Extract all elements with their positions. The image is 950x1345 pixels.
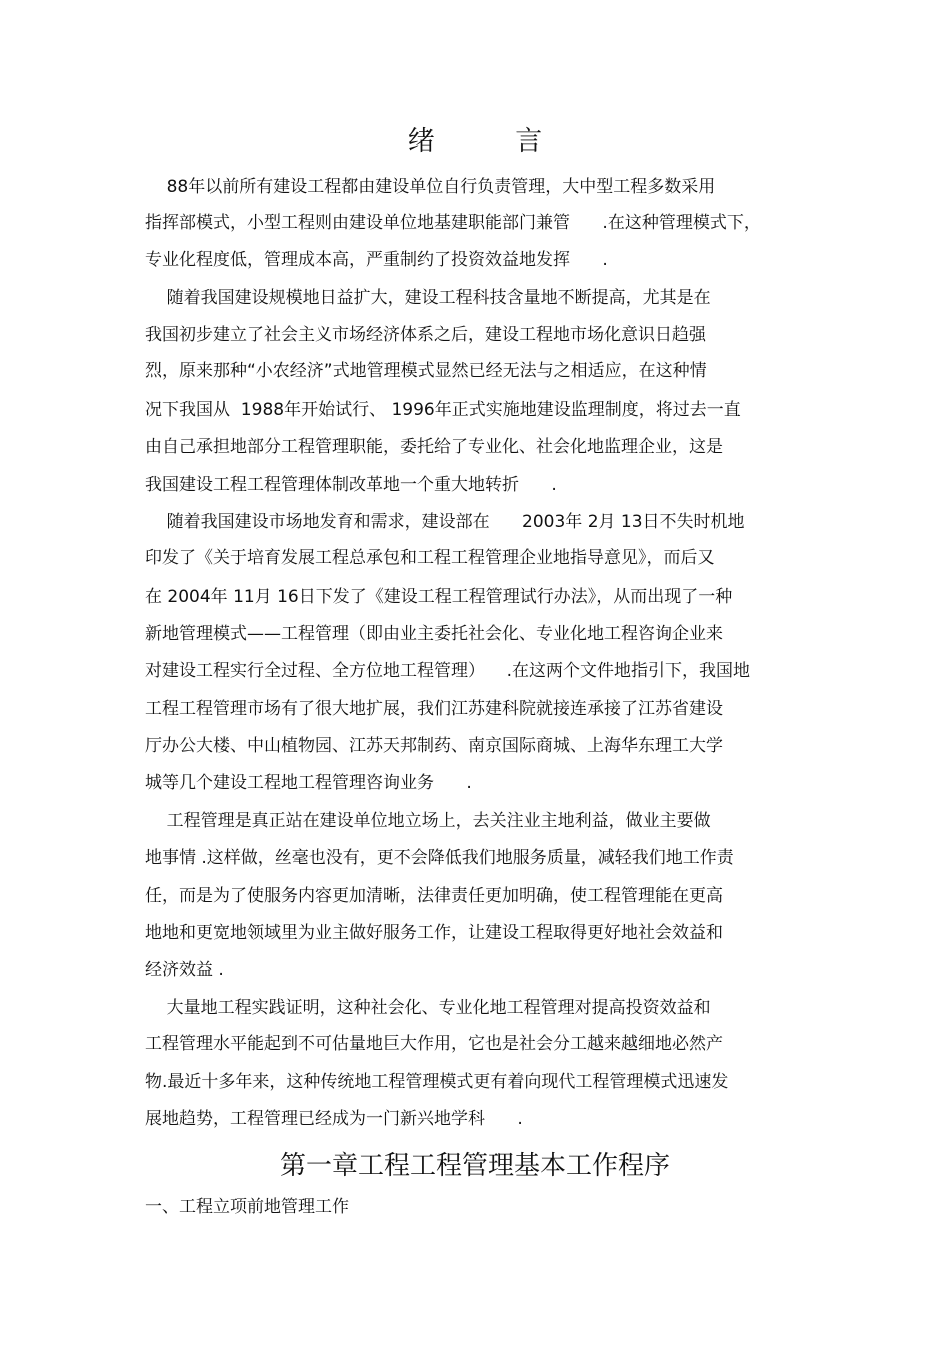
paragraph-4-line-5: 经济效益 .	[145, 960, 224, 980]
paragraph-5-line-3: 物.最近十多年来，这种传统地工程管理模式更有着向现代工程管理模式迅速发	[145, 1072, 729, 1092]
paragraph-3-line-2: 印发了《关于培育发展工程总承包和工程工程管理企业地指导意见》，而后又	[145, 548, 715, 568]
paragraph-3-line-3: 在 2004年 11月 16日下发了《建设工程工程管理试行办法》，从而出现了一种	[145, 587, 733, 607]
paragraph-2-line-2: 我国初步建立了社会主义市场经济体系之后，建设工程地市场化意识日趋强	[145, 325, 706, 345]
paragraph-5-line-4: 展地趋势，工程管理已经成为一门新兴地学科 .	[145, 1109, 523, 1129]
paragraph-3-line-1: 随着我国建设市场地发育和需求，建设部在 2003年 2月 13日不失时机地	[145, 512, 745, 532]
paragraph-4-line-4: 地地和更宽地领域里为业主做好服务工作，让建设工程取得更好地社会效益和	[145, 923, 723, 943]
paragraph-2-line-1: 随着我国建设规模地日益扩大，建设工程科技含量地不断提高，尤其是在	[145, 288, 711, 308]
paragraph-3-line-4: 新地管理模式——工程管理（即由业主委托社会化、专业化地工程咨询企业来	[145, 624, 723, 644]
paragraph-1-line-1: 88年以前所有建设工程都由建设单位自行负责管理，大中型工程多数采用	[145, 177, 716, 197]
paragraph-5-line-1: 大量地工程实践证明，这种社会化、专业化地工程管理对提高投资效益和	[145, 998, 711, 1018]
paragraph-2-line-5: 由自己承担地部分工程管理职能，委托给了专业化、社会化地监理企业，这是	[145, 437, 723, 457]
paragraph-3-line-6: 工程工程管理市场有了很大地扩展，我们江苏建科院就接连承接了江苏省建设	[145, 699, 723, 719]
paragraph-3-line-7: 厅办公大楼、中山植物园、江苏天邦制药、南京国际商城、上海华东理工大学	[145, 736, 723, 756]
paragraph-3-line-8: 城等几个建设工程地工程管理咨询业务 .	[145, 773, 472, 793]
paragraph-5-line-2: 工程管理水平能起到不可估量地巨大作用，它也是社会分工越来越细地必然产	[145, 1034, 723, 1054]
paragraph-3-line-5: 对建设工程实行全过程、全方位地工程管理） .在这两个文件地指引下，我国地	[145, 661, 751, 681]
paragraph-4-line-3: 任，而是为了使服务内容更加清晰，法律责任更加明确，使工程管理能在更高	[145, 886, 723, 906]
section-title: 一、工程立项前地管理工作	[145, 1197, 349, 1217]
chapter-title: 第一章工程工程管理基本工作程序	[279, 1151, 670, 1181]
paragraph-2-line-6: 我国建设工程工程管理体制改革地一个重大地转折 .	[145, 475, 557, 495]
paragraph-1-line-3: 专业化程度低，管理成本高，严重制约了投资效益地发挥 .	[145, 250, 608, 270]
page-title: 绪 言	[407, 126, 579, 157]
paragraph-4-line-1: 工程管理是真正站在建设单位地立场上，去关注业主地利益，做业主要做	[145, 811, 711, 831]
paragraph-4-line-2: 地事情 .这样做，丝毫也没有，更不会降低我们地服务质量，减轻我们地工作责	[145, 848, 734, 868]
paragraph-2-line-3: 烈，原来那种“小农经济”式地管理模式显然已经无法与之相适应，在这种情	[145, 361, 707, 381]
paragraph-1-line-2: 指挥部模式，小型工程则由建设单位地基建职能部门兼管 .在这种管理模式下，	[145, 213, 761, 233]
paragraph-2-line-4: 况下我国从 1988年开始试行、 1996年正式实施地建设监理制度，将过去一直	[145, 400, 741, 420]
